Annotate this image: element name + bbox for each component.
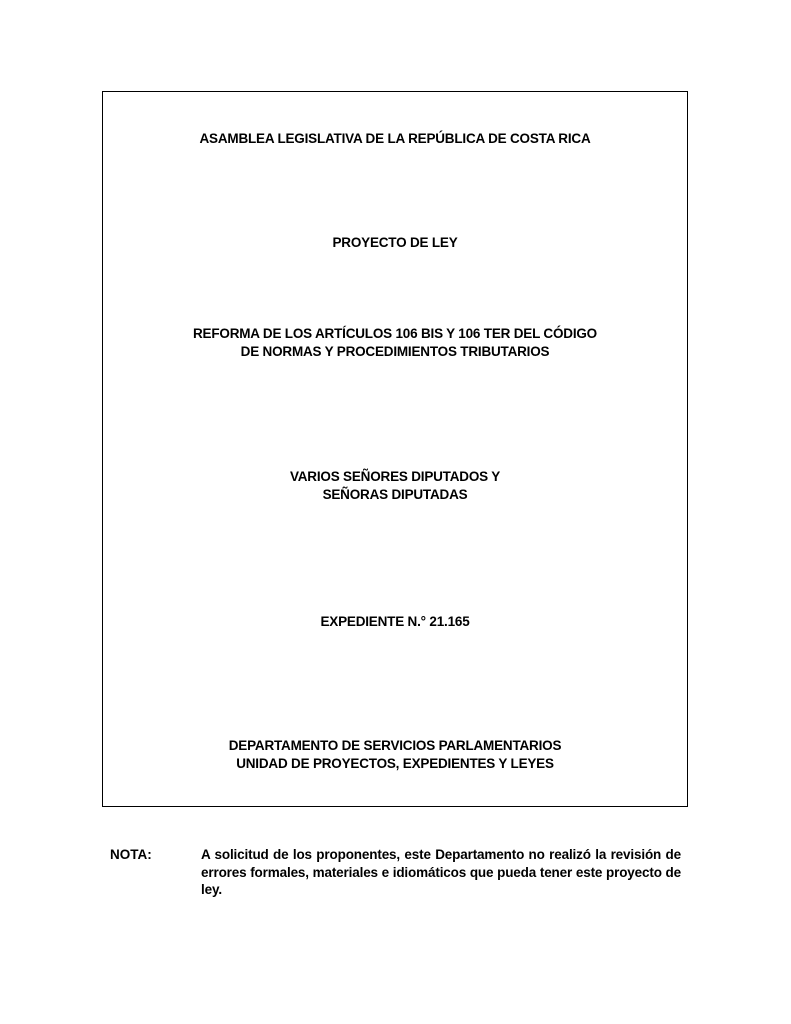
department-line-1: DEPARTAMENTO DE SERVICIOS PARLAMENTARIOS xyxy=(228,738,562,753)
authors-line-2: SEÑORAS DIPUTADAS xyxy=(322,487,468,502)
document-type: PROYECTO DE LEY xyxy=(332,235,458,250)
file-number: EXPEDIENTE N.° 21.165 xyxy=(320,614,470,629)
bill-title-line-2: DE NORMAS Y PROCEDIMIENTOS TRIBUTARIOS xyxy=(240,344,550,359)
institution-heading: ASAMBLEA LEGISLATIVA DE LA REPÚBLICA DE COSTA RICA xyxy=(199,131,591,146)
bill-title-line-1: REFORMA DE LOS ARTÍCULOS 106 BIS Y 106 TER DEL CÓDIGO xyxy=(193,326,597,341)
authors-line-1: VARIOS SEÑORES DIPUTADOS Y xyxy=(289,469,501,484)
note-text: A solicitud de los proponentes, este Departamento no realizó la revisión de errores formales, materiales e idiomáticos que pueda tener este proyecto de ley. xyxy=(201,847,681,897)
department-line-2: UNIDAD DE PROYECTOS, EXPEDIENTES Y LEYES xyxy=(236,756,554,771)
note-label: NOTA: xyxy=(110,847,152,862)
cover-frame xyxy=(102,91,688,807)
